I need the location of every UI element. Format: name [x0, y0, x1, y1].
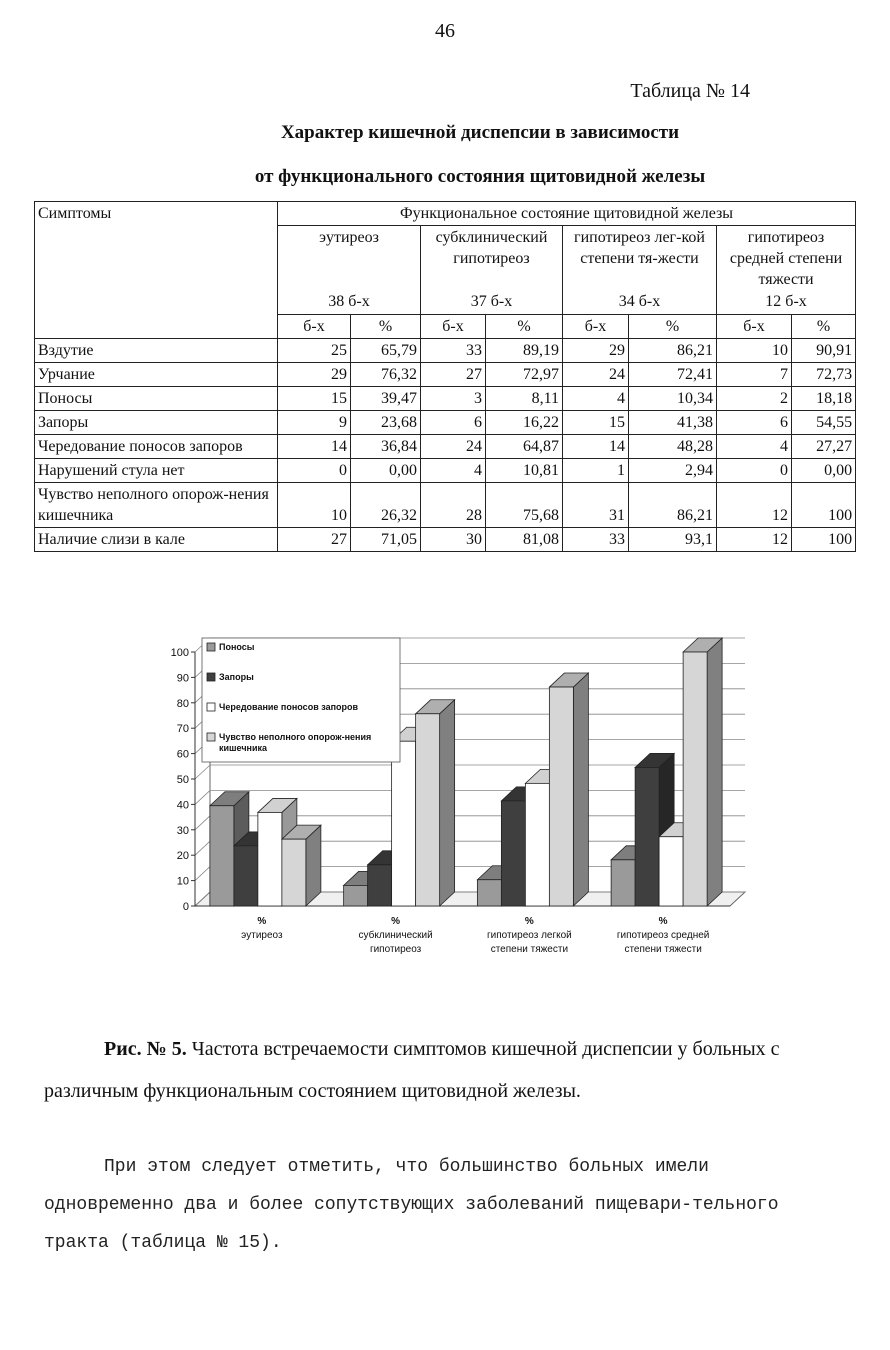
table-cell: 31 — [563, 483, 629, 528]
group-count: 34 б-х — [618, 293, 661, 310]
gridline-side — [195, 816, 210, 830]
table-cell: 14 — [278, 435, 351, 459]
figure-caption — [44, 1028, 844, 1112]
header-functional-state: Функциональное состояние щитовидной железы — [278, 202, 856, 226]
table-cell: 10 — [717, 339, 792, 363]
table-cell: 72,41 — [629, 363, 717, 387]
table-cell: 0,00 — [351, 459, 421, 483]
table-cell: 9 — [278, 411, 351, 435]
legend-swatch — [207, 733, 215, 741]
x-category-label-2: гипотиреоз — [369, 944, 422, 955]
caption-label: Рис. № 5. — [104, 1038, 187, 1060]
table-cell: 29 — [563, 339, 629, 363]
table-cell: 4 — [717, 435, 792, 459]
table-cell: 2 — [717, 387, 792, 411]
gridline-side — [195, 790, 210, 804]
bar — [683, 638, 722, 906]
table-cell: 93,1 — [629, 528, 717, 552]
y-tick-label: 70 — [176, 723, 189, 736]
group-name: гипотиреоз средней степени тяжести — [729, 229, 843, 288]
symptom-name: Наличие слизи в кале — [35, 528, 278, 552]
symptom-name: Запоры — [35, 411, 278, 435]
table-row — [35, 411, 856, 435]
legend-label: Поносы — [219, 642, 255, 652]
table-cell: 7 — [717, 363, 792, 387]
table-cell: 36,84 — [351, 435, 421, 459]
table-cell: 33 — [421, 339, 486, 363]
table-cell: 100 — [792, 483, 856, 528]
x-category-top: % — [658, 916, 668, 927]
group-count: 12 б-х — [765, 293, 807, 310]
table-cell: 65,79 — [351, 339, 421, 363]
table-cell: 16,22 — [486, 411, 563, 435]
table-cell: 54,55 — [792, 411, 856, 435]
table-cell: 75,68 — [486, 483, 563, 528]
y-tick-label: 0 — [182, 901, 189, 913]
table-cell: 86,21 — [629, 339, 717, 363]
table-cell: 10 — [278, 483, 351, 528]
x-category-label: эутиреоз — [241, 930, 283, 941]
table-cell: 39,47 — [351, 387, 421, 411]
y-tick-label: 60 — [176, 748, 189, 761]
table-cell: 2,94 — [629, 459, 717, 483]
table-label: Таблица № 14 — [630, 80, 750, 102]
table-cell: 29 — [278, 363, 351, 387]
group-name: эутиреоз — [319, 229, 379, 246]
caption-text: Частота встречаемости симптомов кишечной диспепсии у больных с различным функциональным состоянием щитовидной железы. — [44, 1038, 780, 1102]
header-group-3 — [563, 226, 717, 315]
table-cell: 6 — [717, 411, 792, 435]
table-title-line2: от функционального состояния щитовидной железы — [254, 166, 706, 187]
legend-swatch — [207, 703, 215, 711]
y-tick-label: 50 — [176, 774, 189, 786]
table-cell: 27 — [278, 528, 351, 552]
symptom-name: Чувство неполного опорож-нения кишечника — [35, 483, 278, 528]
gridline-side — [195, 841, 210, 855]
header-row-1 — [35, 202, 856, 226]
table-cell: 0 — [278, 459, 351, 483]
table-cell: 81,08 — [486, 528, 563, 552]
gridline-side — [195, 867, 210, 881]
x-category-top: % — [391, 916, 401, 927]
table-cell: 18,18 — [792, 387, 856, 411]
legend-label: Чувство неполного опорож-нения кишечника — [219, 732, 372, 753]
sub-pct: % — [792, 315, 856, 339]
symptoms-table — [34, 201, 856, 552]
header-symptoms: Симптомы — [35, 202, 278, 339]
y-tick-label: 30 — [176, 824, 189, 837]
table-cell: 12 — [717, 483, 792, 528]
table-row — [35, 483, 856, 528]
table-cell: 0 — [717, 459, 792, 483]
table-cell: 28 — [421, 483, 486, 528]
legend-label: Запоры — [219, 672, 254, 682]
sub-pct: % — [351, 315, 421, 339]
table-cell: 15 — [278, 387, 351, 411]
y-tick-label: 100 — [170, 647, 189, 659]
sub-pct: % — [486, 315, 563, 339]
table-cell: 89,19 — [486, 339, 563, 363]
table-cell: 4 — [563, 387, 629, 411]
header-group-2 — [421, 226, 563, 315]
table-row — [35, 387, 856, 411]
x-category-top: % — [524, 916, 534, 927]
legend-swatch — [207, 673, 215, 681]
table-cell: 76,32 — [351, 363, 421, 387]
table-cell: 27,27 — [792, 435, 856, 459]
symptom-name: Урчание — [35, 363, 278, 387]
table-row — [35, 339, 856, 363]
bar-chart — [160, 630, 760, 970]
x-category-label-2: степени тяжести — [624, 944, 702, 955]
table-cell: 6 — [421, 411, 486, 435]
table-cell: 100 — [792, 528, 856, 552]
table-cell: 24 — [421, 435, 486, 459]
page-number: 46 — [435, 20, 455, 42]
legend-label: Чередование поносов запоров — [219, 702, 359, 712]
group-count: 38 б-х — [328, 293, 370, 310]
table-row — [35, 528, 856, 552]
gridline-side — [195, 765, 210, 779]
y-tick-label: 20 — [176, 850, 189, 863]
table-cell: 15 — [563, 411, 629, 435]
table-cell: 3 — [421, 387, 486, 411]
chart — [160, 630, 760, 970]
sub-n: б-х — [421, 315, 486, 339]
table-cell: 12 — [717, 528, 792, 552]
table-cell: 72,73 — [792, 363, 856, 387]
table-cell: 10,34 — [629, 387, 717, 411]
header-group-1 — [278, 226, 421, 315]
table-cell: 4 — [421, 459, 486, 483]
legend-swatch — [207, 643, 215, 651]
symptom-name: Нарушений стула нет — [35, 459, 278, 483]
sub-pct: % — [629, 315, 717, 339]
table-cell: 24 — [563, 363, 629, 387]
symptom-name: Вздутие — [35, 339, 278, 363]
symptom-name: Поносы — [35, 387, 278, 411]
bar — [549, 673, 588, 906]
group-name: субклинический гипотиреоз — [435, 229, 548, 267]
table-cell: 86,21 — [629, 483, 717, 528]
x-category-top: % — [257, 916, 267, 927]
table-row — [35, 435, 856, 459]
table-cell: 25 — [278, 339, 351, 363]
table-cell: 23,68 — [351, 411, 421, 435]
table-cell: 26,32 — [351, 483, 421, 528]
table-cell: 64,87 — [486, 435, 563, 459]
y-tick-label: 40 — [176, 799, 189, 812]
x-category-label: субклинический — [358, 930, 433, 941]
y-tick-label: 90 — [176, 672, 189, 685]
table-cell: 72,97 — [486, 363, 563, 387]
body-paragraph: При этом следует отметить, что большинство больных имели одновременно два и более сопутствующих заболеваний пищевари-тельного тракта (таблица № 15). — [44, 1157, 779, 1253]
table-cell: 10,81 — [486, 459, 563, 483]
bar — [416, 700, 455, 906]
sub-n: б-х — [278, 315, 351, 339]
table-title-line1: Характер кишечной диспепсии в зависимости — [280, 122, 680, 143]
symptom-name: Чередование поносов запоров — [35, 435, 278, 459]
table-cell: 90,91 — [792, 339, 856, 363]
table-cell: 48,28 — [629, 435, 717, 459]
sub-n: б-х — [717, 315, 792, 339]
table-row — [35, 459, 856, 483]
table-cell: 8,11 — [486, 387, 563, 411]
y-tick-label: 80 — [176, 697, 189, 710]
table-cell: 0,00 — [792, 459, 856, 483]
table-cell: 33 — [563, 528, 629, 552]
x-category-label: гипотиреоз средней — [616, 930, 710, 941]
group-count: 37 б-х — [470, 293, 513, 310]
table-cell: 27 — [421, 363, 486, 387]
bar — [282, 825, 321, 906]
header-group-4 — [717, 226, 856, 315]
table-row — [35, 363, 856, 387]
table-cell: 14 — [563, 435, 629, 459]
table-cell: 1 — [563, 459, 629, 483]
table-cell: 71,05 — [351, 528, 421, 552]
group-name: гипотиреоз лег-кой степени тя-жести — [574, 229, 705, 267]
y-tick-label: 10 — [176, 875, 189, 888]
sub-n: б-х — [563, 315, 629, 339]
x-category-label: гипотиреоз легкой — [486, 930, 572, 941]
table-cell: 30 — [421, 528, 486, 552]
table-cell: 41,38 — [629, 411, 717, 435]
x-category-label-2: степени тяжести — [490, 944, 569, 955]
